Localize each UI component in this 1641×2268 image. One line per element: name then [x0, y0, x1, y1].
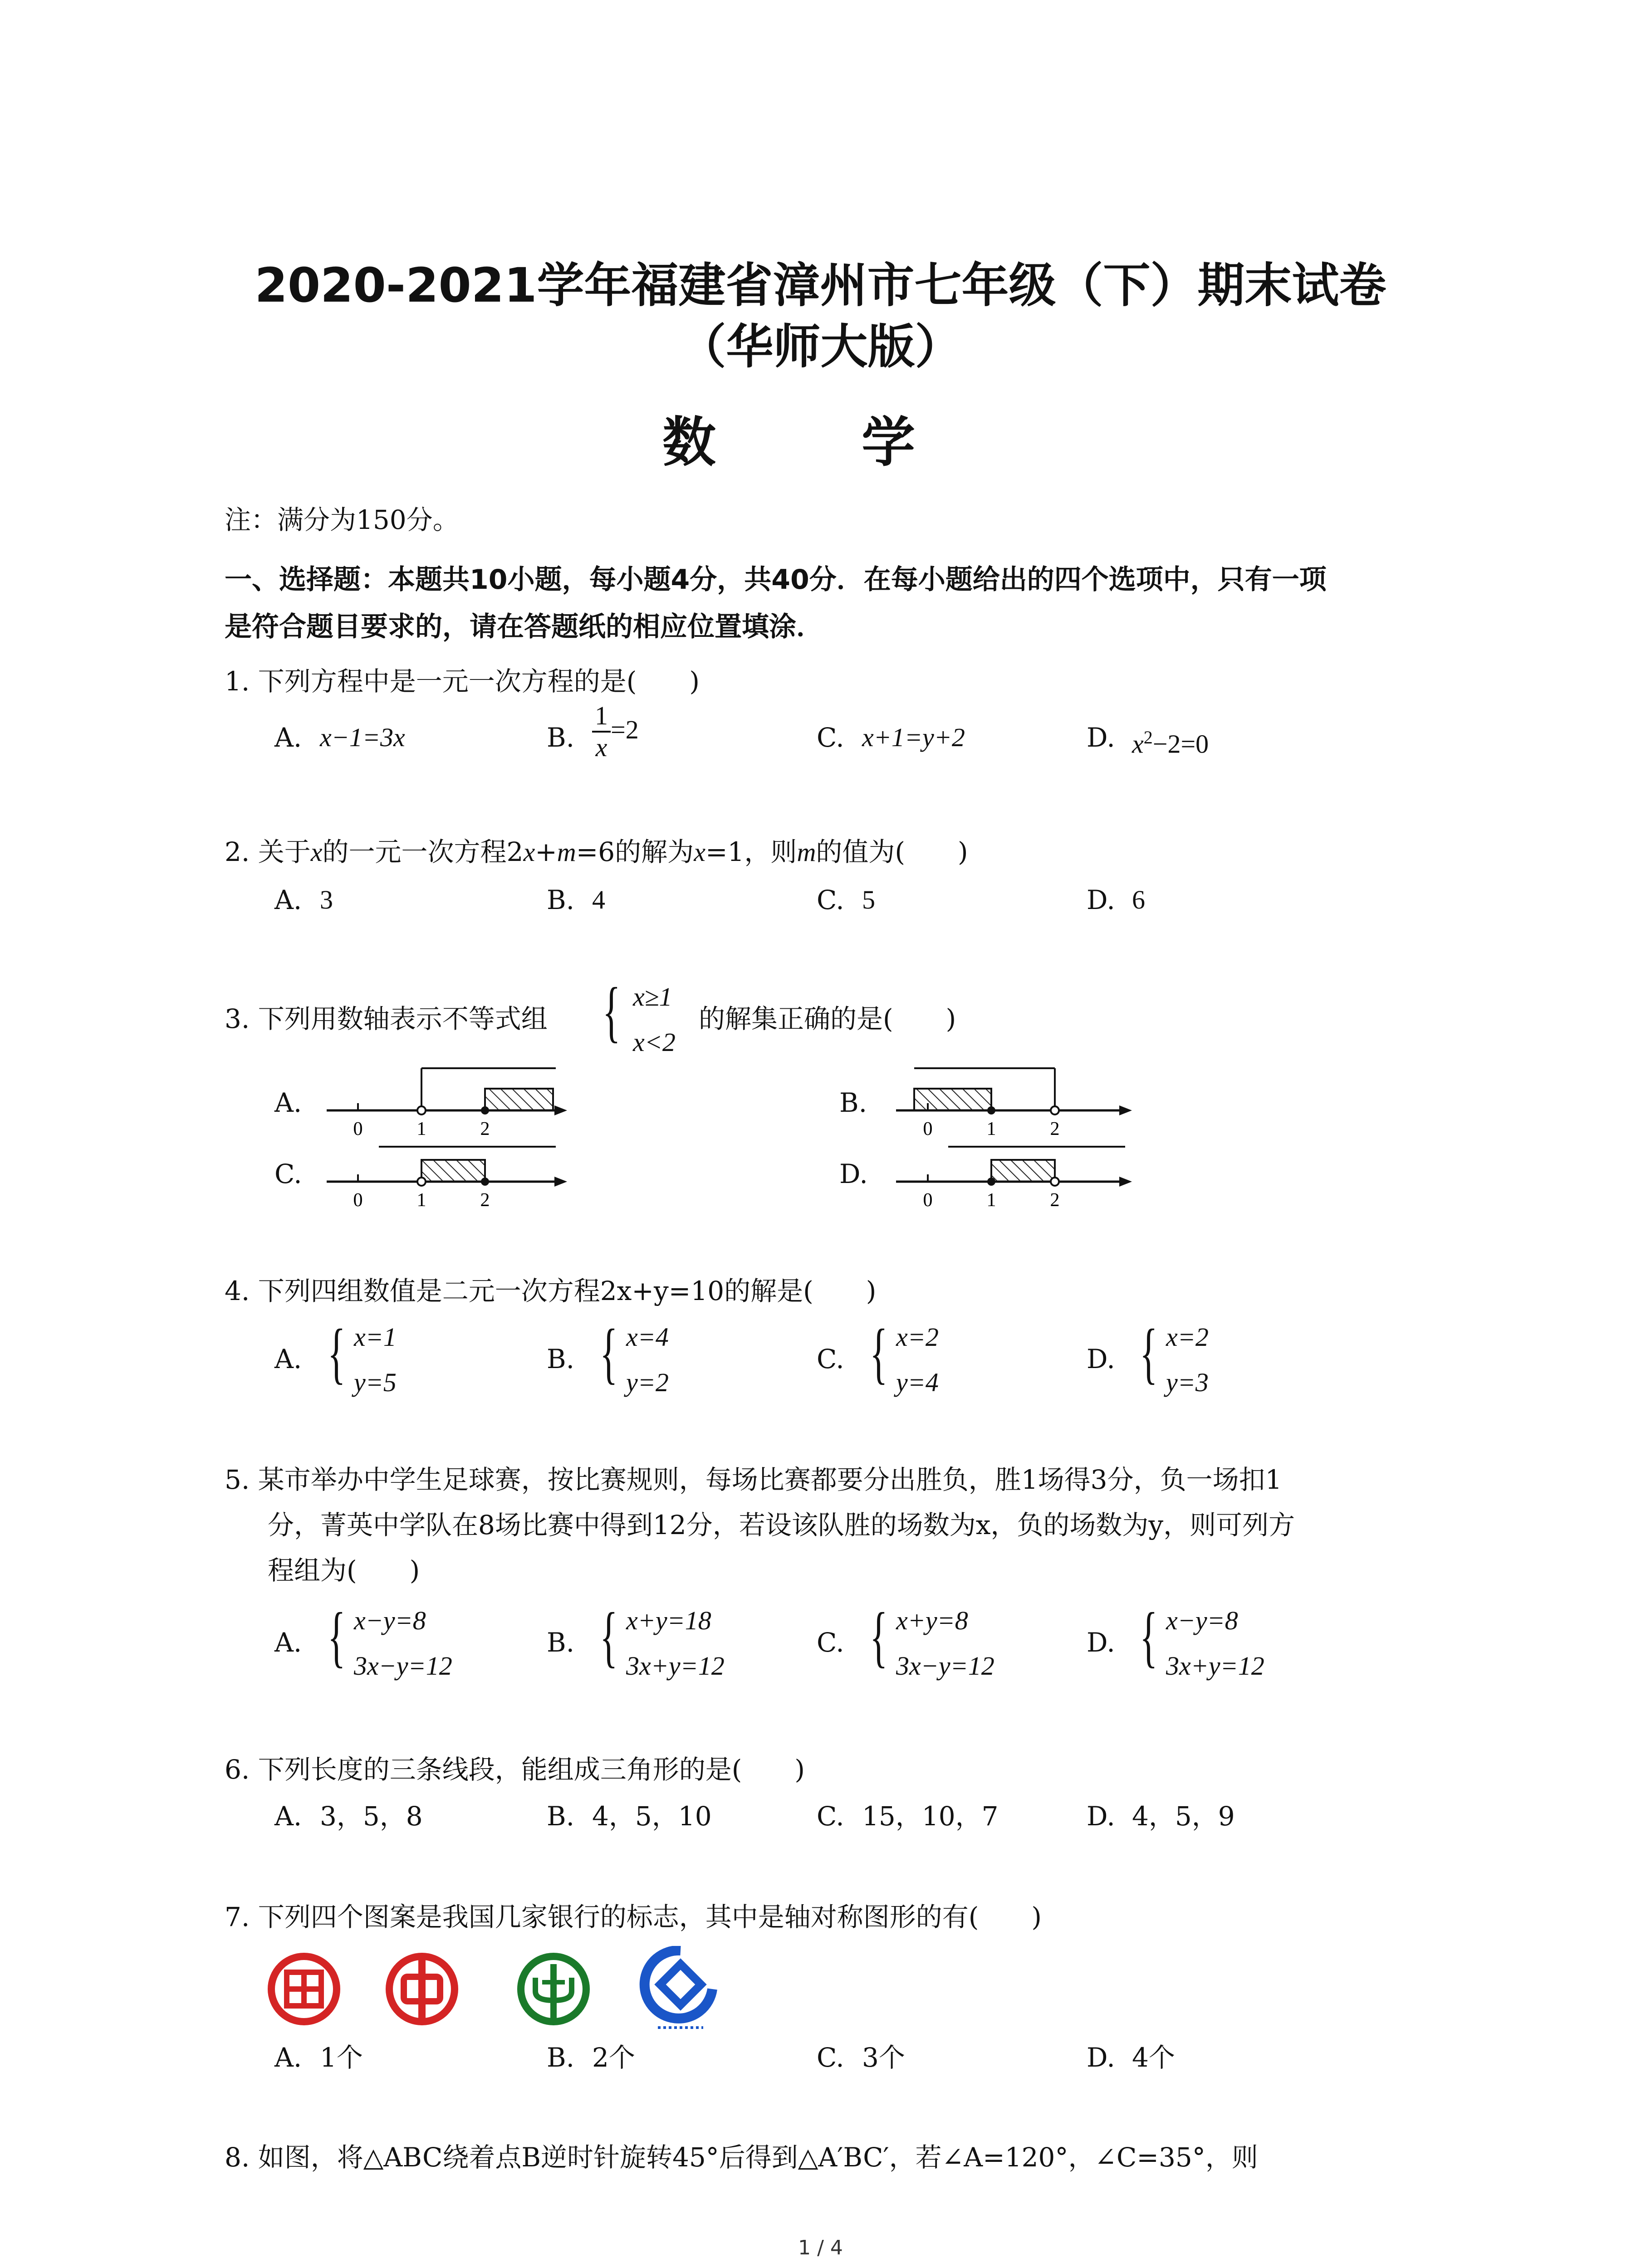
- q5-c-line1: x+y=8: [896, 1606, 968, 1635]
- q2-option-a-label[interactable]: A.: [274, 885, 302, 915]
- q3-numberline-c: [327, 1147, 567, 1211]
- q5-option-a-label[interactable]: A.: [274, 1627, 302, 1658]
- q6-option-d: 4，5，9: [1132, 1801, 1235, 1832]
- question-2-stem: 2. 关于x的一元一次方程2x+m=6的解为x=1，则m的值为( ): [225, 836, 968, 867]
- q1-option-c-label[interactable]: C.: [817, 722, 844, 753]
- question-1-stem: 1. 下列方程中是一元一次方程的是( ): [225, 666, 700, 697]
- q5-option-c-label[interactable]: C.: [817, 1627, 844, 1658]
- q2-option-b: 4: [592, 885, 605, 914]
- q7-option-b: 2个: [592, 2042, 635, 2073]
- q5-b-line1: x+y=18: [626, 1606, 711, 1635]
- bank-logos: [263, 1946, 762, 2037]
- section-heading-line1: 一、选择题：本题共10小题，每小题4分，共40分．在每小题给出的四个选项中，只有一项: [225, 564, 1327, 596]
- q3-d-tick-0: 0: [923, 1190, 933, 1211]
- q1-b-numerator: 1: [592, 701, 611, 733]
- page-number: 1 / 4: [798, 2236, 843, 2259]
- q1-d-base: x: [1132, 729, 1144, 759]
- page-title: 2020-2021学年福建省漳州市七年级（下）期末试卷: [255, 258, 1386, 313]
- q3-d-tick-2: 2: [1050, 1190, 1060, 1211]
- q5-a-brace: {: [328, 1599, 346, 1674]
- q7-option-b-label[interactable]: B.: [547, 2042, 575, 2073]
- q1-b-denominator: x: [595, 733, 607, 762]
- q3-a-tick-2: 2: [480, 1119, 490, 1139]
- q3-inequality-1: x≥1: [633, 982, 672, 1012]
- subject-heading: 数 学: [662, 411, 979, 474]
- q4-option-b-label[interactable]: B.: [547, 1344, 575, 1374]
- question-7-stem: 7. 下列四个图案是我国几家银行的标志，其中是轴对称图形的有( ): [225, 1901, 1042, 1932]
- q2-option-c-label[interactable]: C.: [817, 885, 844, 915]
- q2-option-b-label[interactable]: B.: [547, 885, 575, 915]
- q4-b-line1: x=4: [626, 1322, 669, 1352]
- q2-option-a: 3: [320, 885, 333, 914]
- q3-c-tick-1: 1: [416, 1190, 426, 1211]
- question-6-stem: 6. 下列长度的三条线段，能组成三角形的是( ): [225, 1754, 805, 1785]
- question-3-stem-start: 3. 下列用数轴表示不等式组: [225, 1003, 548, 1034]
- q1-option-a-label[interactable]: A.: [274, 722, 302, 753]
- q3-d-tick-1: 1: [986, 1190, 996, 1211]
- q3-option-a-label[interactable]: A.: [274, 1087, 302, 1118]
- question-4-stem: 4. 下列四组数值是二元一次方程2x+y=10的解是( ): [225, 1276, 877, 1306]
- question-5-line1: 5. 某市举办中学生足球赛，按比赛规则，每场比赛都要分出胜负，胜1场得3分，负一场扣1: [225, 1464, 1282, 1495]
- q4-option-d-label[interactable]: D.: [1087, 1344, 1115, 1374]
- q5-option-d-label[interactable]: D.: [1087, 1627, 1115, 1658]
- q3-b-tick-0: 0: [923, 1119, 933, 1139]
- question-3-stem-end: 的解集正确的是( ): [699, 1003, 956, 1034]
- q4-option-a-label[interactable]: A.: [274, 1344, 302, 1374]
- q3-a-tick-1: 1: [416, 1119, 426, 1139]
- q4-a-line1: x=1: [354, 1322, 397, 1352]
- q4-a-brace: {: [328, 1315, 346, 1391]
- q3-option-b-label[interactable]: B.: [839, 1087, 867, 1118]
- q6-option-d-label[interactable]: D.: [1087, 1801, 1115, 1832]
- q5-c-brace: {: [870, 1599, 888, 1674]
- q1-option-c: x+1=y+2: [862, 723, 965, 752]
- q5-b-line2: 3x+y=12: [626, 1651, 725, 1681]
- page-subtitle: （华师大版）: [679, 319, 962, 374]
- question-8-stem: 8. 如图，将△ABC绕着点B逆时针旋转45°后得到△A′BC′，若∠A=120°，∠C=35°，则: [225, 2142, 1258, 2173]
- q5-b-brace: {: [600, 1599, 618, 1674]
- q4-b-brace: {: [600, 1315, 618, 1391]
- q3-option-c-label[interactable]: C.: [274, 1158, 302, 1189]
- abc-logo-icon: [521, 1956, 586, 2022]
- q1-d-exponent: 2: [1143, 727, 1153, 748]
- q5-d-line2: 3x+y=12: [1166, 1651, 1264, 1681]
- q4-b-line2: y=2: [626, 1368, 669, 1397]
- q5-c-line2: 3x−y=12: [896, 1651, 994, 1681]
- q5-a-line1: x−y=8: [354, 1606, 426, 1635]
- q3-b-tick-2: 2: [1050, 1119, 1060, 1139]
- q3-a-tick-0: 0: [353, 1119, 363, 1139]
- q6-option-a: 3，5，8: [320, 1801, 423, 1832]
- q5-d-line1: x−y=8: [1166, 1606, 1238, 1635]
- q2-option-d: 6: [1132, 885, 1145, 914]
- q1-b-rest: =2: [611, 715, 639, 745]
- section-heading-line2: 是符合题目要求的，请在答题纸的相应位置填涂．: [225, 611, 823, 643]
- q3-c-tick-2: 2: [480, 1190, 490, 1211]
- q5-d-brace: {: [1140, 1599, 1158, 1674]
- q7-option-c-label[interactable]: C.: [817, 2042, 844, 2073]
- question-5-line2: 分，菁英中学队在8场比赛中得到12分，若设该队胜的场数为x，负的场数为y，则可列方: [268, 1510, 1295, 1540]
- q4-d-brace: {: [1140, 1315, 1158, 1391]
- q3-option-d-label[interactable]: D.: [839, 1158, 868, 1189]
- q1-option-b-label[interactable]: B.: [547, 722, 575, 753]
- question-5-line3: 程组为( ): [268, 1555, 420, 1586]
- icbc-logo-icon: [271, 1956, 337, 2022]
- q7-option-d: 4个: [1132, 2042, 1175, 2073]
- q3-numberline-a: [327, 1068, 567, 1139]
- ccb-logo-icon: [645, 1950, 712, 2028]
- q6-option-c: 15，10，7: [862, 1801, 999, 1832]
- q4-d-line2: y=3: [1166, 1368, 1209, 1397]
- q3-numberline-b: [896, 1068, 1132, 1139]
- q3-numberline-d: [896, 1147, 1132, 1211]
- q6-option-b-label[interactable]: B.: [547, 1801, 575, 1832]
- q6-option-a-label[interactable]: A.: [274, 1801, 302, 1832]
- q2-option-d-label[interactable]: D.: [1087, 885, 1115, 915]
- q5-a-line2: 3x−y=12: [354, 1651, 452, 1681]
- q6-option-b: 4，5，10: [592, 1801, 712, 1832]
- q3-b-tick-1: 1: [986, 1119, 996, 1139]
- q3-system-brace: {: [603, 974, 621, 1049]
- q2-option-c: 5: [862, 885, 875, 914]
- q4-a-line2: y=5: [354, 1368, 397, 1397]
- q1-option-a: x−1=3x: [320, 723, 405, 752]
- q4-d-line1: x=2: [1166, 1322, 1209, 1352]
- q7-option-c: 3个: [862, 2042, 905, 2073]
- q6-option-c-label[interactable]: C.: [817, 1801, 844, 1832]
- q7-option-a-label[interactable]: A.: [274, 2042, 302, 2073]
- boc-logo-icon: [389, 1956, 455, 2022]
- q3-c-tick-0: 0: [353, 1190, 363, 1211]
- q1-d-rest: −2=0: [1152, 729, 1209, 759]
- q7-option-d-label[interactable]: D.: [1087, 2042, 1115, 2073]
- q4-option-c-label[interactable]: C.: [817, 1344, 844, 1374]
- q7-option-a: 1个: [320, 2042, 363, 2073]
- q5-option-b-label[interactable]: B.: [547, 1627, 575, 1658]
- q3-inequality-2: x<2: [633, 1027, 676, 1057]
- q1-option-d-label[interactable]: D.: [1087, 722, 1115, 753]
- q4-c-line2: y=4: [896, 1368, 939, 1397]
- score-note: 注：满分为150分。: [225, 504, 459, 535]
- q4-c-line1: x=2: [896, 1322, 939, 1352]
- q4-c-brace: {: [870, 1315, 888, 1391]
